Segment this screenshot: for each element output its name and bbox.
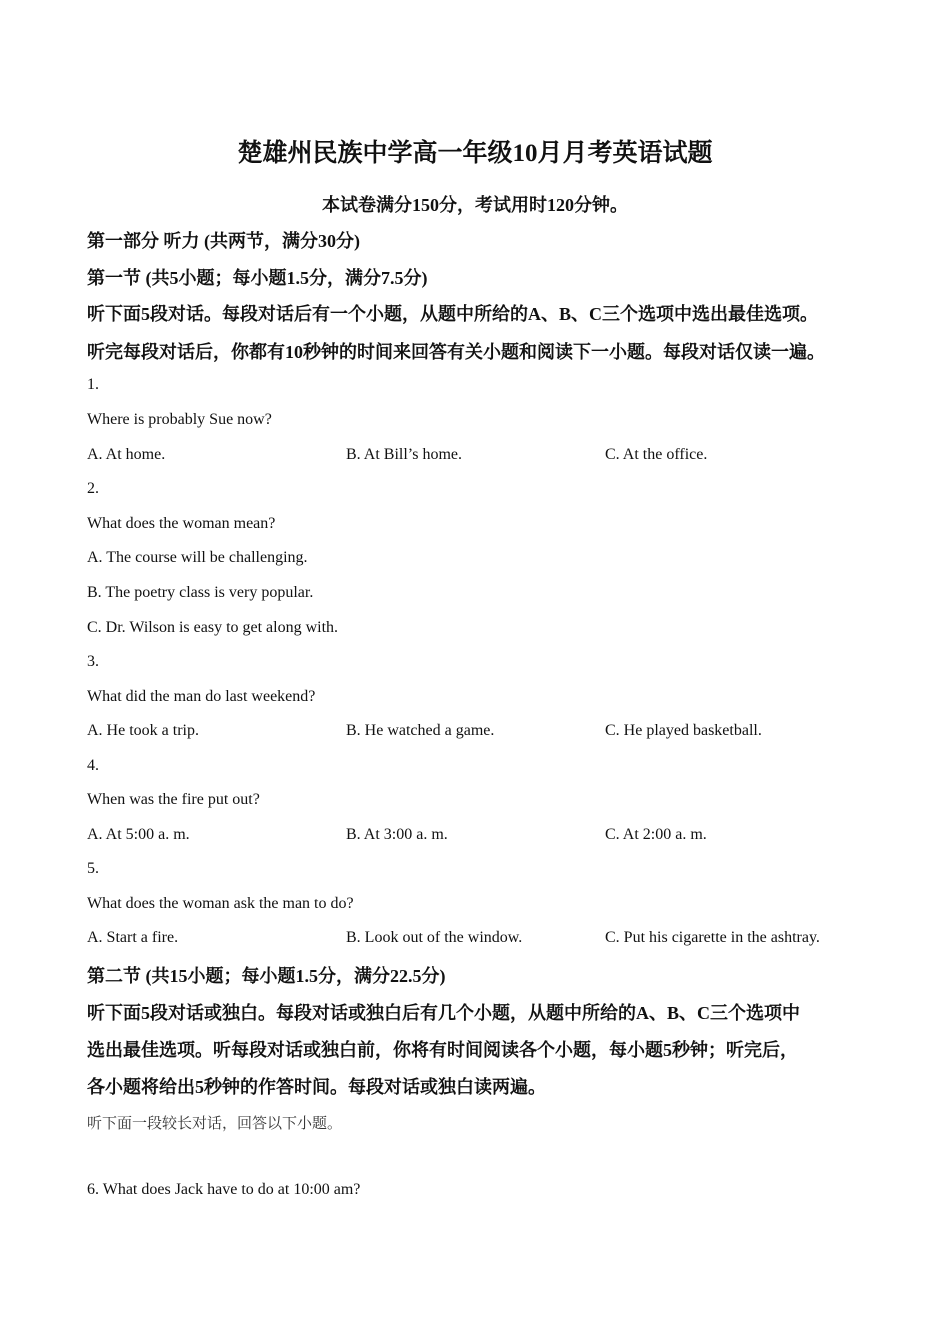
option-b: B. Look out of the window. xyxy=(346,929,523,946)
question-number: 2. xyxy=(87,480,99,497)
section1-heading: 第一节 (共5小题；每小题1.5分，满分7.5分) xyxy=(87,268,428,288)
question-number: 5. xyxy=(87,860,99,877)
section2-instruction-1: 听下面5段对话或独白。每段对话或独白后有几个小题，从题中所给的A、B、C三个选项中 xyxy=(87,1003,800,1023)
question-text: What does the woman ask the man to do? xyxy=(87,895,354,912)
question-6-text: 6. What does Jack have to do at 10:00 am? xyxy=(87,1181,361,1198)
option-b: B. He watched a game. xyxy=(346,722,495,739)
option-row xyxy=(87,826,887,850)
option-row xyxy=(87,722,887,746)
question-text: Where is probably Sue now? xyxy=(87,411,272,428)
option-c: C. He played basketball. xyxy=(605,722,762,739)
option-c: C. At 2:00 a. m. xyxy=(605,826,707,843)
question-number: 1. xyxy=(87,376,99,393)
section1-instruction-1: 听下面5段对话。每段对话后有一个小题，从题中所给的A、B、C三个选项中选出最佳选项。 xyxy=(87,304,818,324)
option-b: B. At 3:00 a. m. xyxy=(346,826,448,843)
question-text: What did the man do last weekend? xyxy=(87,688,316,705)
exam-info: 本试卷满分150分，考试用时120分钟。 xyxy=(322,195,628,215)
question-number: 3. xyxy=(87,653,99,670)
option-a: A. Start a fire. xyxy=(87,929,179,946)
option-c: C. Put his cigarette in the ashtray. xyxy=(605,929,820,946)
option-b: B. The poetry class is very popular. xyxy=(87,584,314,601)
option-a: A. He took a trip. xyxy=(87,722,199,739)
question-text: What does the woman mean? xyxy=(87,515,276,532)
section1-instruction-2: 听完每段对话后，你都有10秒钟的时间来回答有关小题和阅读下一小题。每段对话仅读一遍。 xyxy=(87,342,825,362)
option-b: B. At Bill’s home. xyxy=(346,446,463,463)
section2-instruction-2: 选出最佳选项。听每段对话或独白前，你将有时间阅读各个小题，每小题5秒钟；听完后， xyxy=(87,1040,798,1060)
option-row xyxy=(87,446,887,470)
section2-note: 听下面一段较长对话，回答以下小题。 xyxy=(87,1116,343,1132)
option-c: C. At the office. xyxy=(605,446,708,463)
page-title: 楚雄州民族中学高一年级10月月考英语试题 xyxy=(237,140,713,167)
option-c: C. Dr. Wilson is easy to get along with. xyxy=(87,619,339,636)
question-number: 4. xyxy=(87,757,99,774)
option-a: A. At home. xyxy=(87,446,166,463)
section2-heading: 第二节 (共15小题；每小题1.5分，满分22.5分) xyxy=(87,966,446,986)
option-a: A. At 5:00 a. m. xyxy=(87,826,190,843)
option-a: A. The course will be challenging. xyxy=(87,549,308,566)
option-row xyxy=(87,929,887,953)
section2-instruction-3: 各小题将给出5秒钟的作答时间。每段对话或独白读两遍。 xyxy=(87,1077,546,1097)
question-text: When was the fire put out? xyxy=(87,791,260,808)
part1-heading: 第一部分 听力 (共两节，满分30分) xyxy=(87,231,360,251)
